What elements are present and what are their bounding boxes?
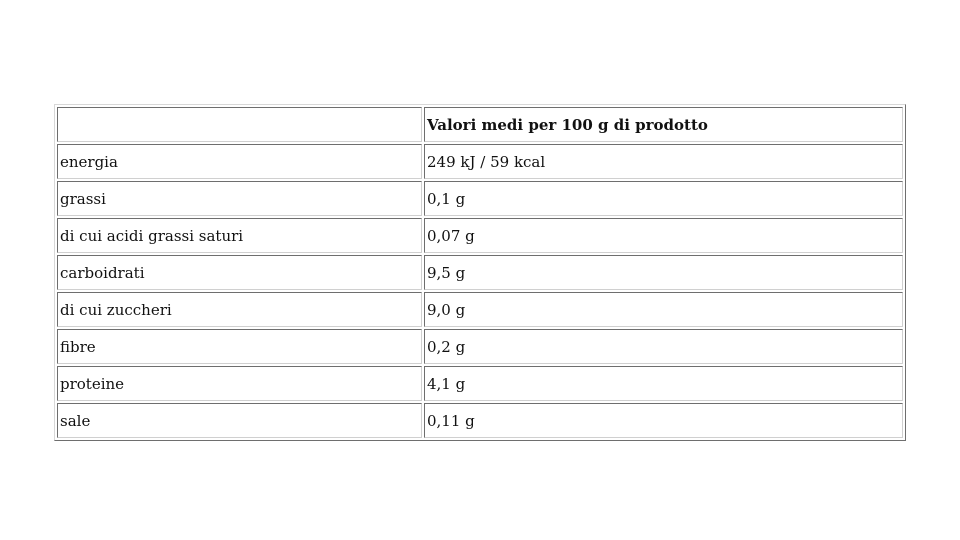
table-row [57, 366, 903, 401]
nutrient-value: 0,07 g [424, 218, 903, 253]
nutrient-value: 4,1 g [424, 366, 903, 401]
nutrient-label: grassi [57, 181, 422, 216]
table-row [57, 292, 903, 327]
nutrient-value: 249 kJ / 59 kcal [424, 144, 903, 179]
nutrient-label: energia [57, 144, 422, 179]
nutrient-value: 0,2 g [424, 329, 903, 364]
table-row [57, 218, 903, 253]
nutrient-value: 0,11 g [424, 403, 903, 438]
nutrient-value: 9,5 g [424, 255, 903, 290]
nutrition-table [54, 104, 906, 441]
nutrient-label: carboidrati [57, 255, 422, 290]
header-label-cell [57, 107, 422, 142]
nutrient-label: proteine [57, 366, 422, 401]
table-row [57, 144, 903, 179]
nutrient-label: di cui zuccheri [57, 292, 422, 327]
table-row [57, 255, 903, 290]
nutrient-label: sale [57, 403, 422, 438]
nutrient-label: di cui acidi grassi saturi [57, 218, 422, 253]
nutrient-value: 0,1 g [424, 181, 903, 216]
nutrient-label: fibre [57, 329, 422, 364]
table-header-row [57, 107, 903, 142]
table-row [57, 403, 903, 438]
nutrient-value: 9,0 g [424, 292, 903, 327]
table-row [57, 181, 903, 216]
header-value-cell: Valori medi per 100 g di prodotto [424, 107, 903, 142]
table-row [57, 329, 903, 364]
